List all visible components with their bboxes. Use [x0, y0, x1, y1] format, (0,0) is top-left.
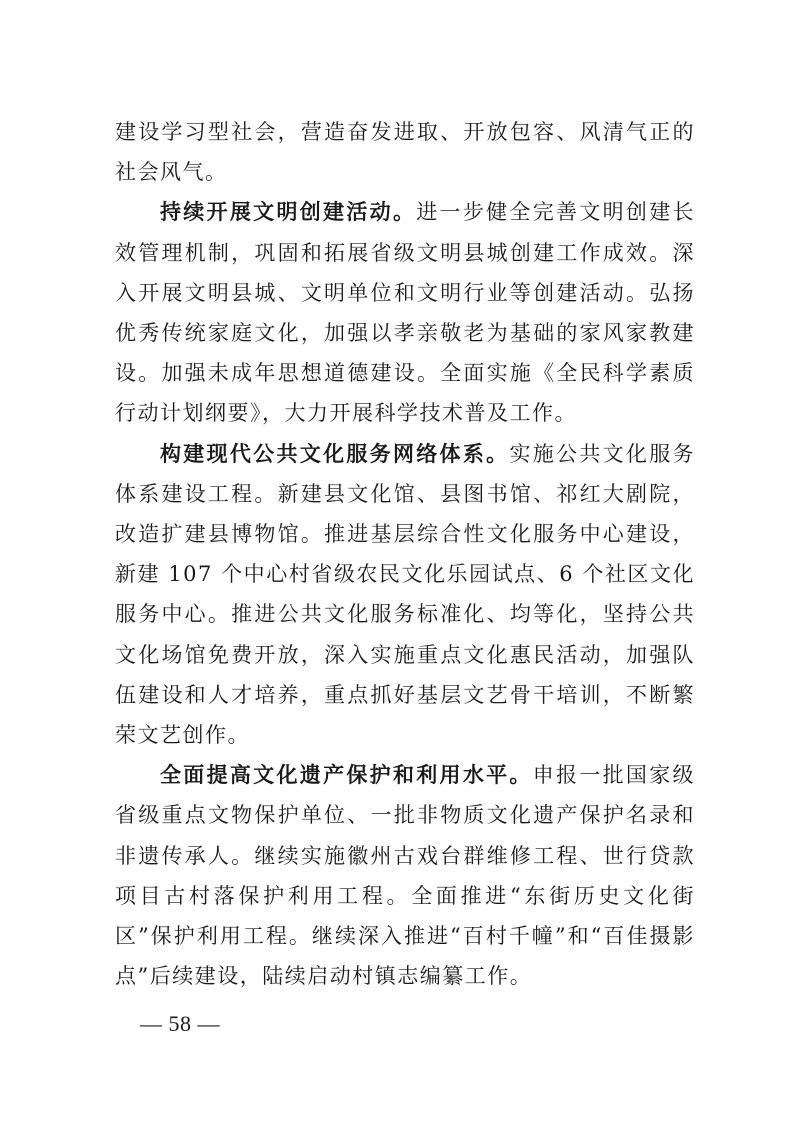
paragraph-civilization: [115, 192, 695, 433]
document-body: [115, 112, 695, 996]
paragraph-text: 进一步健全完善文明创建长效管理机制，巩固和拓展省级文明县城创建工作成效。深入开展文明县城、文明单位和文明行业等创建活动。弘扬优秀传统家庭文化，加强以孝亲敬老为基础的家风家教建设。加强未成年思想道德建设。全面实施《全民科学素质行动计划纲要》，大力开展科学技术普及工作。: [115, 200, 695, 426]
paragraph-heading: 持续开展文明创建活动。: [160, 200, 417, 225]
paragraph-text: 申报一批国家级省级重点文物保护单位、一批非物质文化遗产保护名录和非遗传承人。继续实施徽州古戏台群维修工程、世行贷款项目古村落保护利用工程。全面推进“东街历史文化街区”保护利用工程。继续深入推进“百村千幢”和“百佳摄影点”后续建设，陆续启动村镇志编纂工作。: [115, 763, 696, 989]
paragraph-heading: 构建现代公共文化服务网络体系。: [160, 441, 510, 466]
page-number: — 58 —: [140, 1011, 220, 1036]
paragraph-continuation: [115, 112, 695, 192]
paragraph-text: 建设学习型社会，营造奋发进取、开放包容、风清气正的社会风气。: [115, 120, 695, 185]
paragraph-heading: 全面提高文化遗产保护和利用水平。: [160, 763, 533, 788]
paragraph-heritage: [115, 755, 695, 996]
paragraph-public-culture: [115, 434, 695, 756]
paragraph-text: 实施公共文化服务体系建设工程。新建县文化馆、县图书馆、祁红大剧院，改造扩建县博物馆。推进基层综合性文化服务中心建设，新建 107 个中心村省级农民文化乐园试点、6 个社区文化服务中心。推进公共文化服务标准化、均等化，坚持公共文化场馆免费开放，深入实施重点文化惠民活动，加强队伍建设和人才培养，重点抓好基层文艺骨干培训，不断繁荣文艺创作。: [115, 441, 696, 748]
